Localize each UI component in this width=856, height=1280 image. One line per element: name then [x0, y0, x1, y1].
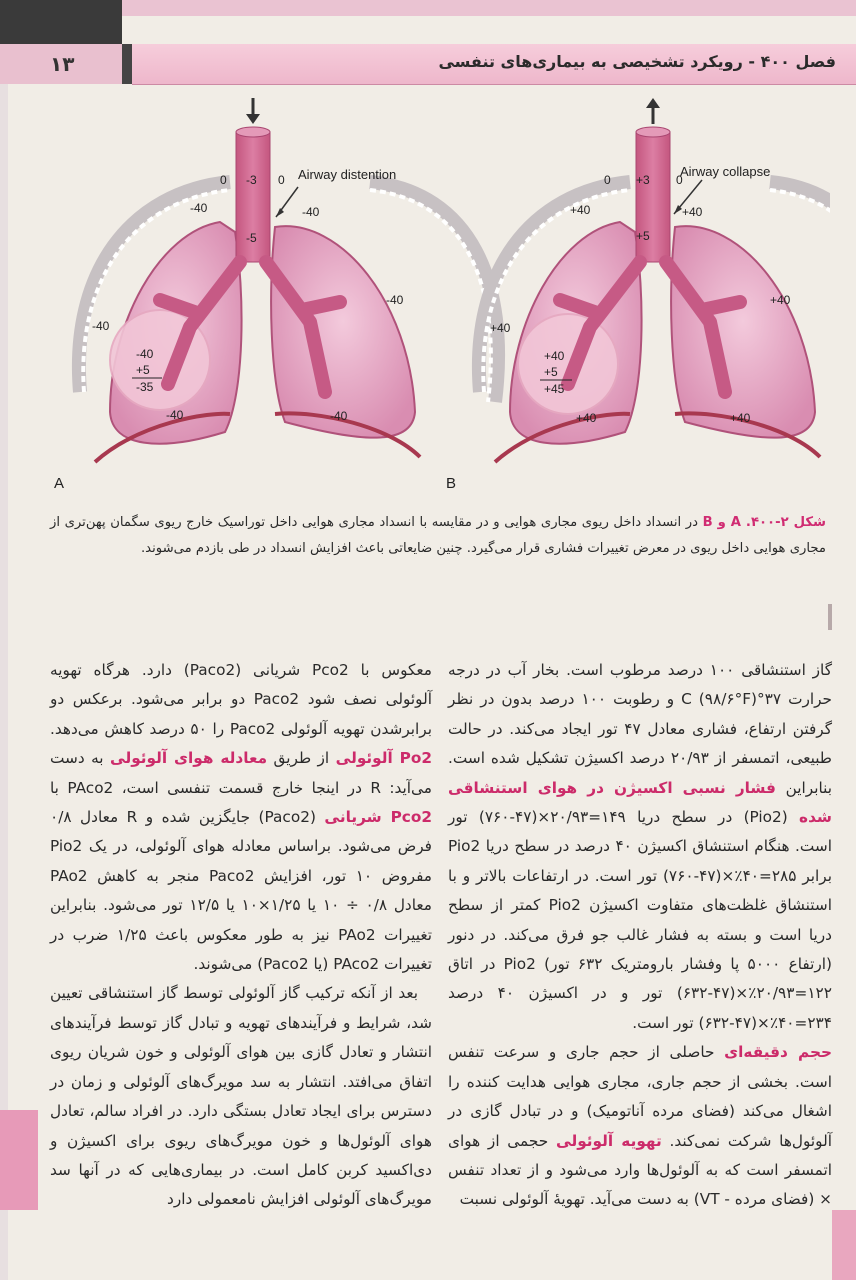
caption-rule — [828, 604, 832, 630]
chapter-title: فصل ۴۰۰ - رویکرد تشخیصی به بیماری‌های تنفسی — [438, 52, 836, 71]
term-alveolar-ventilation: تهویه آلوئولی — [555, 1131, 662, 1150]
annotation-b: Airway collapse — [680, 164, 771, 179]
left-paragraph-1: معکوس با Pco2 شریانی (Paco2) دارد. هرگاه تهویه آلوئولی نصف شود Paco2 دو برابر می‌شود. برعکس دو برابرشدن تهویه آلوئولی Paco2 را ۵۰ درصد کاهش می‌دهد. Po2 آلوئولی از طریق معادله هوای آلوئولی به دست می‌آید: R در اینجا خارج قسمت تنفسی است، PAco2 با Pco2 شریانی (Paco2) جایگزین شده و R معادل ۰/۸ فرض می‌شود. براساس معادله هوای آلوئولی، در یک Pio2 مفروض ۱۰ تور، افزایش Paco2 منجر به کاهش PAo2 معادل ۰/۸ ÷ ۱۰ یا ۱/۲۵×۱۰ یا ۱۲/۵ تور می‌شود. بنابراین تغییرات PAo2 نیز به طور معکوس باعث ۱/۲۵ ضرب در تغییرات PAco2 (یا Paco2) می‌شوند. — [50, 661, 433, 974]
page-number: ۱۳ — [50, 52, 75, 76]
svg-text:+40: +40 — [730, 411, 751, 425]
panel-letter-b: B — [446, 475, 457, 492]
panel-a — [54, 98, 498, 492]
caption-label: شکل ۲-۴۰۰. A و B — [702, 515, 827, 530]
left-margin-edge — [0, 84, 8, 1280]
left-paragraph-2: بعد از آنکه ترکیب گاز آلوئولی توسط گاز استنشاقی تعیین شد، شرایط و فرآیندهای تهویه و تبادل گاز توسط فرآیندهای انتشار و تعادل گازی بین هوای آلوئولی و خون شریان ریوی اتفاق می‌افتد. انتشار به سد مویرگ‌های آلوئولی و زمان در دسترس برای ایجاد تعادل بستگی دارد. در افراد سالم، تعادل هوای آلوئول‌ها و خون مویرگ‌های ریوی برای اکسیژن و دی‌اکسید کربن کامل است. در بیماری‌هایی که در آنها سد مویرگ‌های آلوئولی افزایش نامعمولی دارد — [50, 984, 432, 1209]
svg-text:0: 0 — [278, 173, 285, 187]
svg-text:-40: -40 — [330, 409, 348, 423]
term-alveolar-po2: Po2 آلوئولی — [335, 749, 433, 768]
svg-text:+40: +40 — [682, 205, 703, 219]
caption-text: در انسداد داخل ریوی مجاری هوایی و در مقایسه با انسداد مجاری هوایی داخل توراسیک خارج ریوی سگمان پهن‌تری از مجاری هوایی داخل ریوی در معرض تغییرات فشاری قرار می‌گیرد. چنین ضایعاتی باعث افزایش انسداد در طی بازدم می‌شوند. — [50, 515, 826, 556]
term-minute-volume: حجم دقیقه‌ای — [724, 1043, 832, 1062]
svg-text:-40: -40 — [136, 347, 154, 361]
right-paragraph-1: گاز استنشاقی ۱۰۰ درصد مرطوب است. بخار آب در درجه حرارت ۳۷°C (۹۸/۶°F) و رطوبت ۱۰۰ درصد بدون در نظر گرفتن ارتفاع، فشاری معادل ۴۷ تور ایجاد می‌کند. در حالت طبیعی، اتمسفر از ۲۰/۹۳ درصد اکسیژن تشکیل شده است. بنابراین فشار نسبی اکسیژن در هوای استنشاقی شده (Pio2) در سطح دریا ۱۴۹=۲۰/۹۳×(۴۷-۷۶۰) تور است. هنگام استنشاق اکسیژن ۴۰ درصد در سطح دریا Pio2 برابر ۲۸۵=۴۰٪×(۴۷-۷۶۰) تور است. در ارتفاعات بالاتر و با استنشاق غلظت‌های متفاوت اکسیژن Pio2 کمتر از سطح دریا است و بسته به فشار غالب جو فرق می‌کند. در دنور (ارتفاع ۵۰۰۰ پا وفشار بارومتریک ۶۳۲ تور) Pio2 در اتاق ۱۲۲=۲۰/۹۳٪×(۴۷-۶۳۲) تور و در اکسیژن ۴۰ درصد ۲۳۴=۴۰٪×(۴۷-۶۳۲) تور است. — [448, 661, 833, 1032]
svg-text:+5: +5 — [636, 229, 650, 243]
svg-text:+3: +3 — [636, 173, 650, 187]
lung-pressure-figure — [40, 92, 830, 500]
term-pio2: فشار نسبی اکسیژن در هوای استنشاقی شده — [448, 778, 832, 827]
svg-text:-35: -35 — [136, 380, 154, 394]
svg-text:-40: -40 — [302, 205, 320, 219]
svg-text:-5: -5 — [246, 231, 257, 245]
right-margin-tab — [832, 1210, 856, 1280]
svg-text:-40: -40 — [386, 293, 404, 307]
svg-text:+45: +45 — [544, 382, 565, 396]
svg-text:-40: -40 — [190, 201, 208, 215]
right-lung-b — [671, 226, 815, 437]
left-column — [50, 656, 432, 1215]
panel-letter-a: A — [54, 475, 65, 492]
svg-text:+40: +40 — [770, 293, 791, 307]
right-paragraph-2: حجم دقیقه‌ای حاصلی از حجم جاری و سرعت تنفس است. بخشی از حجم جاری، مجاری هوایی هدایت کننده را اشغال می‌کند (فضای مرده آناتومیک) و در تبادل گازی در آلوئول‌ها شرکت نمی‌کند. تهویه آلوئولی حجمی از هوای اتمسفر است که به آلوئول‌ها وارد می‌شود و از تعداد تنفس × (فضای مرده - VT) به دست می‌آید. تهویهٔ آلوئولی نسبت — [448, 1043, 832, 1209]
left-margin-tab — [0, 1110, 38, 1210]
right-column — [448, 656, 832, 1215]
top-pink-band — [0, 0, 856, 16]
annotation-a: Airway distention — [298, 167, 397, 182]
svg-text:0: 0 — [220, 173, 227, 187]
svg-text:-3: -3 — [246, 173, 257, 187]
alveolus-circle-b — [518, 314, 618, 414]
svg-text:-40: -40 — [92, 319, 110, 333]
svg-text:-40: -40 — [166, 408, 184, 422]
svg-text:+5: +5 — [544, 365, 558, 379]
right-lung-a — [271, 226, 415, 437]
svg-text:+40: +40 — [490, 321, 511, 335]
header-divider — [122, 44, 132, 84]
svg-text:0: 0 — [604, 173, 611, 187]
panel-b — [446, 98, 830, 492]
svg-text:+5: +5 — [136, 363, 150, 377]
svg-text:0: 0 — [676, 173, 683, 187]
running-header — [132, 44, 856, 85]
term-arterial-pco2: Pco2 شریانی — [324, 808, 432, 827]
svg-text:+40: +40 — [570, 203, 591, 217]
svg-text:+40: +40 — [544, 349, 565, 363]
figure-caption — [50, 510, 826, 562]
svg-text:+40: +40 — [576, 411, 597, 425]
term-alveolar-air-equation: معادله هوای آلوئولی — [109, 749, 268, 768]
